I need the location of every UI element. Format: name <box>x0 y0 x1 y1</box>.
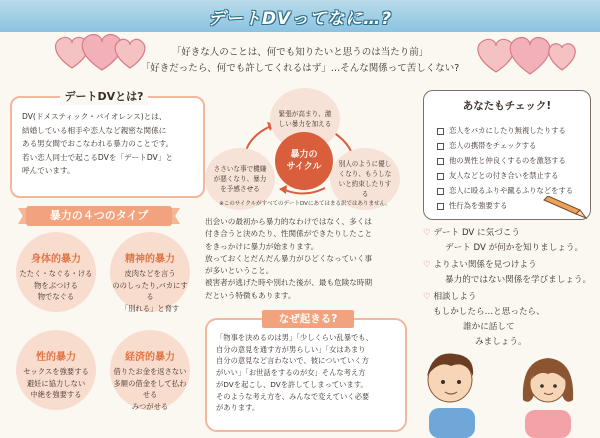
intro-quote-2: 「好きだったら、何でも許してくれるはず」…そんな関係って苦しくない? <box>140 63 460 74</box>
why-text: 「物事を決めるのは男」「少しくらい乱暴でも、 自分の意見を通す方が男らしい」「女はあまり 自分の意見など言わないで、彼についていく方 がいい」「お世話をするのが女」そんな考え方 がDVを起こし、DVを許してしまっています。 そのような考え方を、みんなで変えていく必要 があります。 <box>216 333 373 413</box>
checkbox[interactable] <box>437 143 444 150</box>
cycle-note: ※このサイクルがすべてのデートDVにあてはまる訳ではありません。 <box>219 201 391 207</box>
type-description: たたく・なぐる・ける 物をぶつける 物でなぐる <box>19 269 93 301</box>
message-consult: ♡ 相談しよう もしかしたら…と思ったら、 誰かに話して みましょう。 <box>423 292 545 347</box>
checklist-item[interactable]: 恋人をバカにしたり無視したりする <box>437 126 587 136</box>
page-title: デートDVってなに…? <box>207 9 393 29</box>
dv-definition-text: DV(ドメスティック・バイオレンス)とは、 結婚している相手や恋人など親密な関係に ある男女間でおこなわれる暴力のことです。 若い恋人同士で起こるDVを「デートDV」と 呼んでいます。 <box>22 112 174 175</box>
dv-definition-title: デートDVとは? <box>60 88 148 105</box>
cycle-stage-honeymoon: 別人のように優しくなり、もうしないと約束したりする <box>330 148 400 210</box>
message-notice: ♡ デート DV に気づこう デート DV が何かを知りましょう。 <box>423 228 584 253</box>
type-name: 身体的暴力 <box>31 254 81 265</box>
cycle-center-label: 暴力の サイクル <box>275 132 333 190</box>
violence-types-heading: 暴力の４つのタイプ <box>26 206 172 226</box>
type-description: 借りたお金を返さない 多額の借金をして払わせる みつがせる <box>113 367 187 411</box>
checklist-item[interactable]: 他の異性と仲良くするのを激怒する <box>437 156 587 166</box>
checklist-item[interactable]: 恋人の携帯をチェックする <box>437 141 587 151</box>
checkbox[interactable] <box>437 203 444 210</box>
cycle-stage-explosion: 緊張が高まり、激しい暴力を加える <box>270 88 340 150</box>
pencil-icon <box>540 196 590 220</box>
type-name: 性的暴力 <box>36 352 76 363</box>
checklist-item[interactable]: 友人などとの付き合いを禁止する <box>437 171 587 181</box>
type-description: 皮肉などを言う ののしったり,バカにする 「別れる」と脅す <box>112 269 188 313</box>
type-name: 経済的暴力 <box>125 352 175 363</box>
intro-quote-1: 「好きな人のことは、何でも知りたいと思うのは当たり前」 <box>171 47 429 58</box>
type-name: 精神的暴力 <box>125 254 175 265</box>
checkbox[interactable] <box>437 188 444 195</box>
type-description: セックスを強要する 避妊に協力しない 中絶を強要する <box>23 367 89 399</box>
checkbox[interactable] <box>437 128 444 135</box>
checklist-item[interactable]: 恋人に殴るふりや蹴るふりなどをする <box>437 186 587 196</box>
checklist-title: あなたもチェック! <box>462 100 552 112</box>
checkbox[interactable] <box>437 173 444 180</box>
checklist-item[interactable]: 性行為を強要する <box>437 201 587 211</box>
why-heading: なぜ起きる? <box>262 310 354 328</box>
couple-illustration <box>405 330 595 438</box>
checkbox[interactable] <box>437 158 444 165</box>
message-relationship: ♡ よりよい関係を見つけよう 暴力的ではない関係を学びましょう。 <box>423 260 592 285</box>
cycle-explanation: 出会いの最初から暴力的なわけではなく、多くは 付き合うと決めたり、性関係ができたりしたこと をきっかけに暴力が始まります。 放っておくとだんだん暴力がひどくなっていく事 が多いということ。 被害者が逃げた時や別れた後が、最も危険な時期 だという特徴もあります。 <box>205 217 373 300</box>
cycle-stage-tension: ささいな事で機嫌が悪くなり、暴力を予感させる <box>205 148 275 210</box>
